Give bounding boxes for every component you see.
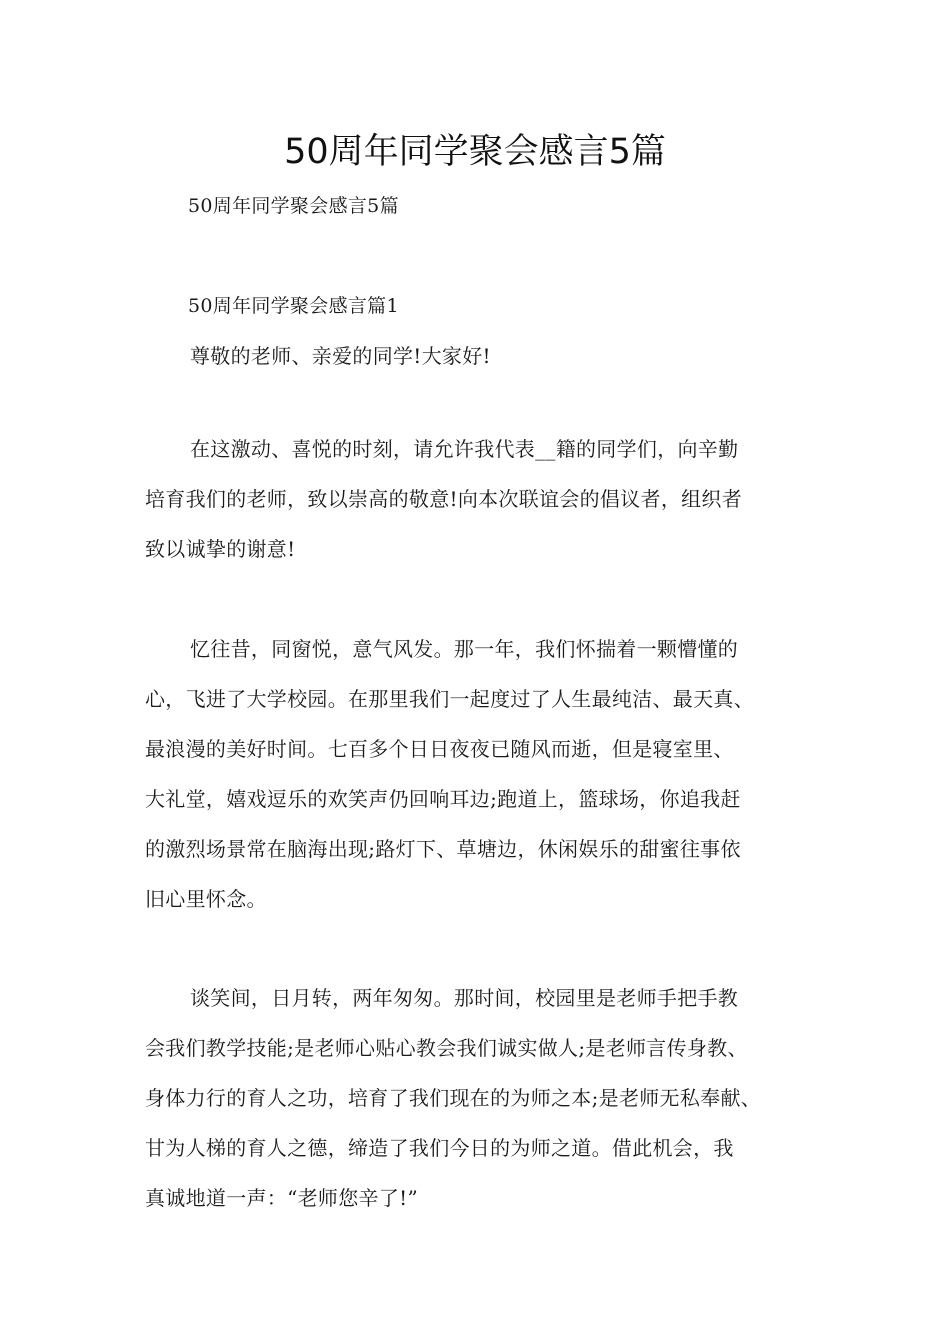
paragraph-line: 最浪漫的美好时间。七百多个日日夜夜已随风而逝，但是寝室里、 <box>145 737 734 761</box>
document-title: 50周年同学聚会感言5篇 <box>284 132 666 172</box>
paragraph-line: 甘为人梯的育人之德，缔造了我们今日的为师之道。借此机会，我 <box>145 1136 734 1160</box>
paragraph-line: 忆往昔，同窗悦，意气风发。那一年，我们怀揣着一颗懵懂的 <box>190 637 739 661</box>
paragraph-line: 在这激动、喜悦的时刻，请允许我代表__籍的同学们，向辛勤 <box>190 437 739 461</box>
greeting-line: 尊敬的老师、亲爱的同学!大家好! <box>190 344 491 368</box>
paragraph-line: 身体力行的育人之功，培育了我们现在的为师之本;是老师无私奉献、 <box>145 1086 762 1110</box>
paragraph-line: 谈笑间，日月转，两年匆匆。那时间，校园里是老师手把手教 <box>190 986 739 1010</box>
paragraph-line: 的激烈场景常在脑海出现;路灯下、草塘边，休闲娱乐的甜蜜往事依 <box>145 837 741 861</box>
paragraph-line: 心，飞进了大学校园。在那里我们一起度过了人生最纯洁、最天真、 <box>145 687 754 711</box>
paragraph-2 <box>145 624 825 924</box>
section-heading: 50周年同学聚会感言篇1 <box>188 295 399 317</box>
paragraph-1 <box>145 424 825 574</box>
paragraph-line: 真诚地道一声：“老师您辛了!” <box>145 1186 418 1210</box>
paragraph-3 <box>145 973 825 1223</box>
document-subtitle: 50周年同学聚会感言5篇 <box>188 195 399 217</box>
paragraph-line: 培育我们的老师，致以崇高的敬意!向本次联谊会的倡议者，组织者 <box>145 487 743 511</box>
paragraph-line: 旧心里怀念。 <box>145 887 267 911</box>
paragraph-line: 致以诚挚的谢意! <box>145 537 296 561</box>
paragraph-line: 大礼堂，嬉戏逗乐的欢笑声仍回响耳边;跑道上，篮球场，你追我赶 <box>145 787 741 811</box>
paragraph-line: 会我们教学技能;是老师心贴心教会我们诚实做人;是老师言传身教、 <box>145 1036 748 1060</box>
